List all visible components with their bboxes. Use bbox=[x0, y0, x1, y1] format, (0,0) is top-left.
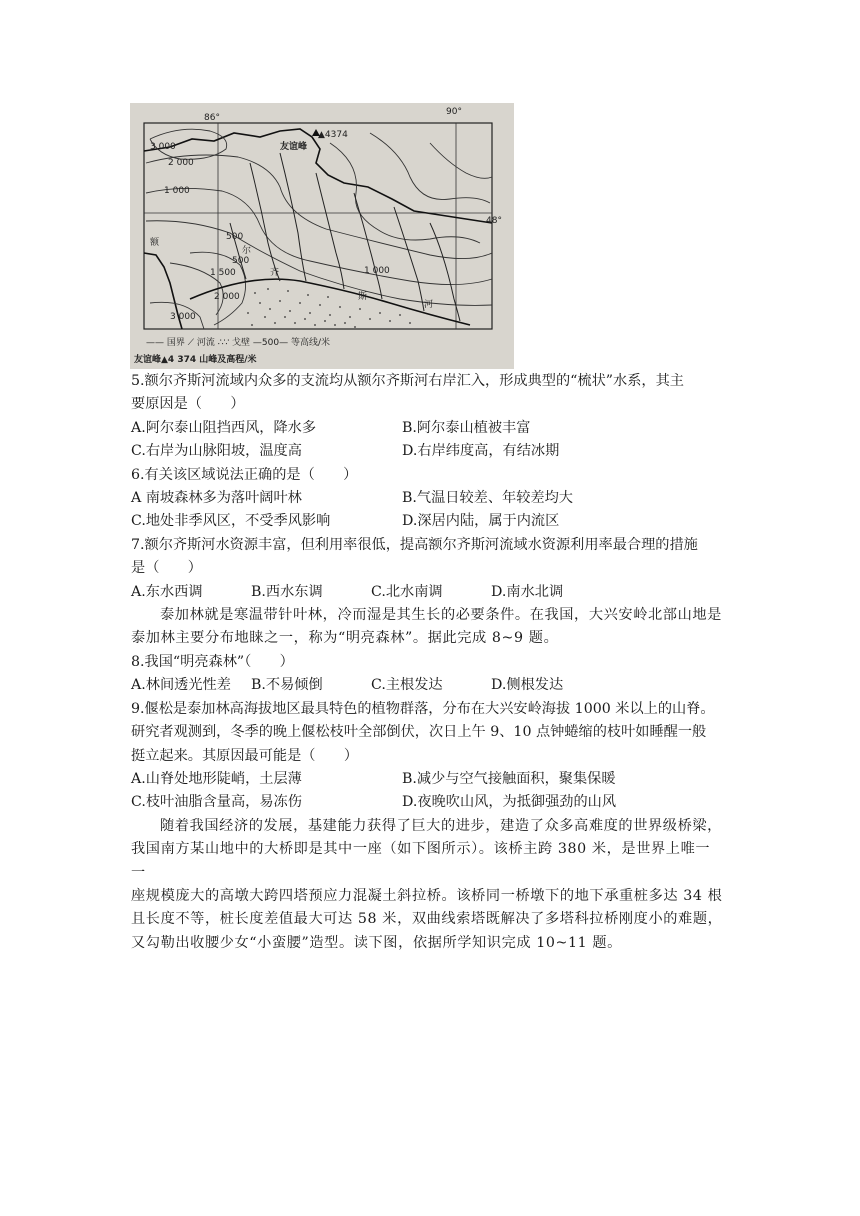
contour-label: 1 500 bbox=[210, 268, 236, 278]
q7-options bbox=[131, 581, 723, 604]
passage2-line1: 随着我国经济的发展，基建能力获得了巨大的进步，建造了众多高难度的世界级桥梁， bbox=[160, 817, 722, 834]
map-legend-line1: —— 国界 ⟋ 河流 ∴∵ 戈壁 —500— 等高线/米 bbox=[146, 338, 330, 348]
passage2-line2: 我国南方某山地中的大桥即是其中一座（如下图所示）。该桥主跨 380 米，是世界上唯一一 bbox=[131, 841, 711, 881]
q5-option-d: D.右岸纬度高，有结冰期 bbox=[402, 443, 560, 460]
q8-options bbox=[131, 674, 723, 697]
q6-option-a: A 南坡森林多为落叶阔叶林 bbox=[131, 490, 302, 507]
q8-option-d: D.侧根发达 bbox=[491, 677, 564, 694]
passage1-line2: 泰加林主要分布地睐之一，称为“明亮森林”。据此完成 8~9 题。 bbox=[131, 630, 559, 647]
q5-option-a: A.阿尔泰山阻挡西风，降水多 bbox=[131, 419, 317, 436]
q7-option-a: A.东水西调 bbox=[131, 583, 203, 600]
q7-option-d: D.南水北调 bbox=[491, 583, 564, 600]
q5-option-c: C.右岸为山脉阳坡，温度高 bbox=[131, 443, 302, 460]
q5-option-b: B.阿尔泰山植被丰富 bbox=[402, 419, 531, 436]
q7-stem-line1: 7.额尔齐斯河水资源丰富，但利用率很低，提高额尔齐斯河流域水资源利用率最合理的措施 bbox=[131, 536, 698, 553]
q6-option-b: B.气温日较差、年较差均大 bbox=[402, 490, 573, 507]
q9-stem-line2: 研究者观测到，冬季的晚上偃松枝叶全部倒伏，次日上午 9、10 点钟蜷缩的枝叶如睡醒一般 bbox=[131, 724, 707, 741]
q9-options-row1 bbox=[131, 768, 723, 791]
river-label-char: 河 bbox=[424, 300, 434, 310]
contour-label: 500 bbox=[226, 232, 244, 242]
q7-option-c: C.北水南调 bbox=[371, 583, 443, 600]
passage2-line5: 又勾勒出收腰少女“小蛮腰”造型。读下图，依据所学知识完成 10~11 题。 bbox=[131, 934, 622, 951]
contour-label: 3 000 bbox=[170, 312, 196, 322]
river-label-char: 齐 bbox=[270, 268, 280, 278]
question-content bbox=[131, 370, 723, 955]
q6-options-row2 bbox=[131, 510, 723, 533]
label-lat-48: 48° bbox=[486, 216, 502, 226]
q9-option-d: D.夜晚吹山风，为抵御强劲的山风 bbox=[402, 794, 617, 811]
contour-label: 3 000 bbox=[150, 142, 176, 152]
contour-label: 1 000 bbox=[364, 266, 390, 276]
passage2-line4: 且长度不等，桩长度差值最大可达 58 米，双曲线索塔既解决了多塔科拉桥刚度小的难题， bbox=[131, 911, 723, 928]
topographic-map bbox=[130, 103, 514, 369]
map-legend-line2: 友谊峰▲4 374 山峰及高程/米 bbox=[134, 355, 257, 365]
river-label-char: 额 bbox=[150, 238, 160, 248]
q6-options-row1 bbox=[131, 487, 723, 510]
river-label-char: 尔 bbox=[242, 246, 252, 256]
q9-option-a: A.山脊处地形陡峭，土层薄 bbox=[131, 770, 302, 787]
contour-label: 500 bbox=[232, 256, 250, 266]
q5-stem-line2: 要原因是（ ） bbox=[131, 396, 245, 413]
contour-label: 1 000 bbox=[164, 186, 190, 196]
q9-stem-line1: 9.偃松是泰加林高海拔地区最具特色的植物群落，分布在大兴安岭海拔 1000 米以上的山脊。 bbox=[131, 700, 715, 717]
q5-options-row1 bbox=[131, 417, 723, 440]
label-lon-86: 86° bbox=[204, 113, 220, 123]
label-peak-value: ▲4374 bbox=[318, 130, 348, 140]
contour-label: 2 000 bbox=[214, 292, 240, 302]
q5-options-row2 bbox=[131, 440, 723, 463]
q9-options-row2 bbox=[131, 791, 723, 814]
q6-option-d: D.深居内陆，属于内流区 bbox=[402, 513, 560, 530]
label-peak-name: 友谊峰 bbox=[280, 142, 308, 152]
passage1-line1: 泰加林就是寒温带针叶林，冷而湿是其生长的必要条件。在我国，大兴安岭北部山地是 bbox=[160, 607, 722, 624]
q8-option-a: A.林间透光性差 bbox=[131, 677, 231, 694]
passage2-line3: 座规模庞大的高墩大跨四塔预应力混凝土斜拉桥。该桥同一桥墩下的地下承重桩多达 34 根 bbox=[131, 887, 723, 904]
map-figure bbox=[130, 103, 514, 369]
label-lon-90: 90° bbox=[446, 107, 462, 117]
q6-stem: 6.有关该区域说法正确的是（ ） bbox=[131, 466, 358, 483]
q9-stem-line3: 挺立起来。其原因最可能是（ ） bbox=[131, 747, 359, 764]
q6-option-c: C.地处非季风区，不受季风影响 bbox=[131, 513, 331, 530]
q8-option-c: C.主根发达 bbox=[371, 677, 443, 694]
q7-option-b: B.西水东调 bbox=[251, 583, 323, 600]
q8-stem: 8.我国“明亮森林”（ ） bbox=[131, 653, 294, 670]
q7-stem-line2: 是（ ） bbox=[131, 560, 202, 577]
q5-stem-line1: 5.额尔齐斯河流域内众多的支流均从额尔齐斯河右岸汇入，形成典型的“梳状”水系，其主 bbox=[131, 373, 684, 389]
q8-option-b: B.不易倾倒 bbox=[251, 677, 323, 694]
q9-option-c: C.枝叶油脂含量高，易冻伤 bbox=[131, 794, 302, 811]
river-label-char: 斯 bbox=[358, 292, 368, 302]
contour-label: 2 000 bbox=[168, 158, 194, 168]
q9-option-b: B.减少与空气接触面积，聚集保暖 bbox=[402, 770, 616, 787]
